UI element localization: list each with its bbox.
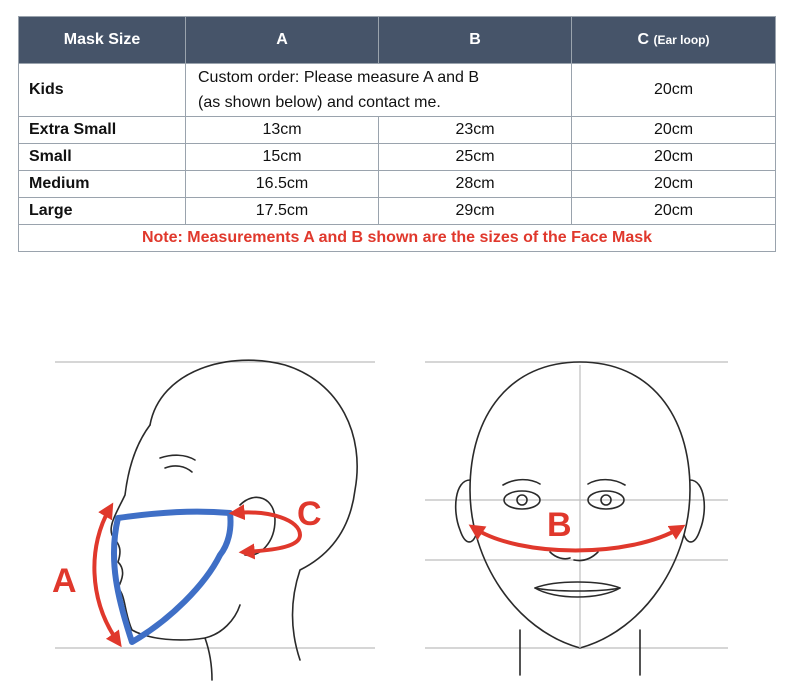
table-row-kids [19,64,776,117]
mask-size-table [18,16,776,252]
size-c-value: 20cm [572,144,776,171]
size-b-value: 29cm [379,198,572,225]
header-mask-size: Mask Size [19,17,186,64]
header-a: A [186,17,379,64]
arrow-c [235,512,300,552]
note-row [19,225,776,252]
size-c-value: 20cm [572,117,776,144]
size-name: Kids [19,64,186,117]
custom-order-cell [186,64,572,117]
label-b: B [547,506,572,544]
size-name: Large [19,198,186,225]
arrow-b [474,528,680,551]
size-a-value: 17.5cm [186,198,379,225]
size-b-value: 23cm [379,117,572,144]
size-a-value: 15cm [186,144,379,171]
size-b-value: 25cm [379,144,572,171]
table-row [19,144,776,171]
size-c-value: 20cm [572,171,776,198]
size-name: Medium [19,171,186,198]
size-b-value: 28cm [379,171,572,198]
custom-order-line2: (as shown below) and contact me. [198,94,441,111]
header-c-sub: (Ear loop) [653,33,710,47]
guide-lines [55,362,728,648]
size-name: Small [19,144,186,171]
label-c: C [297,495,322,533]
size-name: Extra Small [19,117,186,144]
size-a-value: 13cm [186,117,379,144]
measurement-illustration [0,330,794,685]
size-c-value: 20cm [572,198,776,225]
header-c [572,17,776,64]
header-b: B [379,17,572,64]
mask-profile-outline [114,512,231,642]
label-a: A [52,562,77,600]
front-head-sketch [456,362,705,675]
table-row [19,171,776,198]
table-header-row [19,17,776,64]
note-text: Note: Measurements A and B shown are the sizes of the Face Mask [19,225,776,252]
custom-order-line1: Custom order: Please measure A and B [198,69,480,86]
size-a-value: 16.5cm [186,171,379,198]
table-row [19,117,776,144]
header-c-main: C [637,31,650,48]
size-c-value: 20cm [572,64,776,117]
table-row [19,198,776,225]
